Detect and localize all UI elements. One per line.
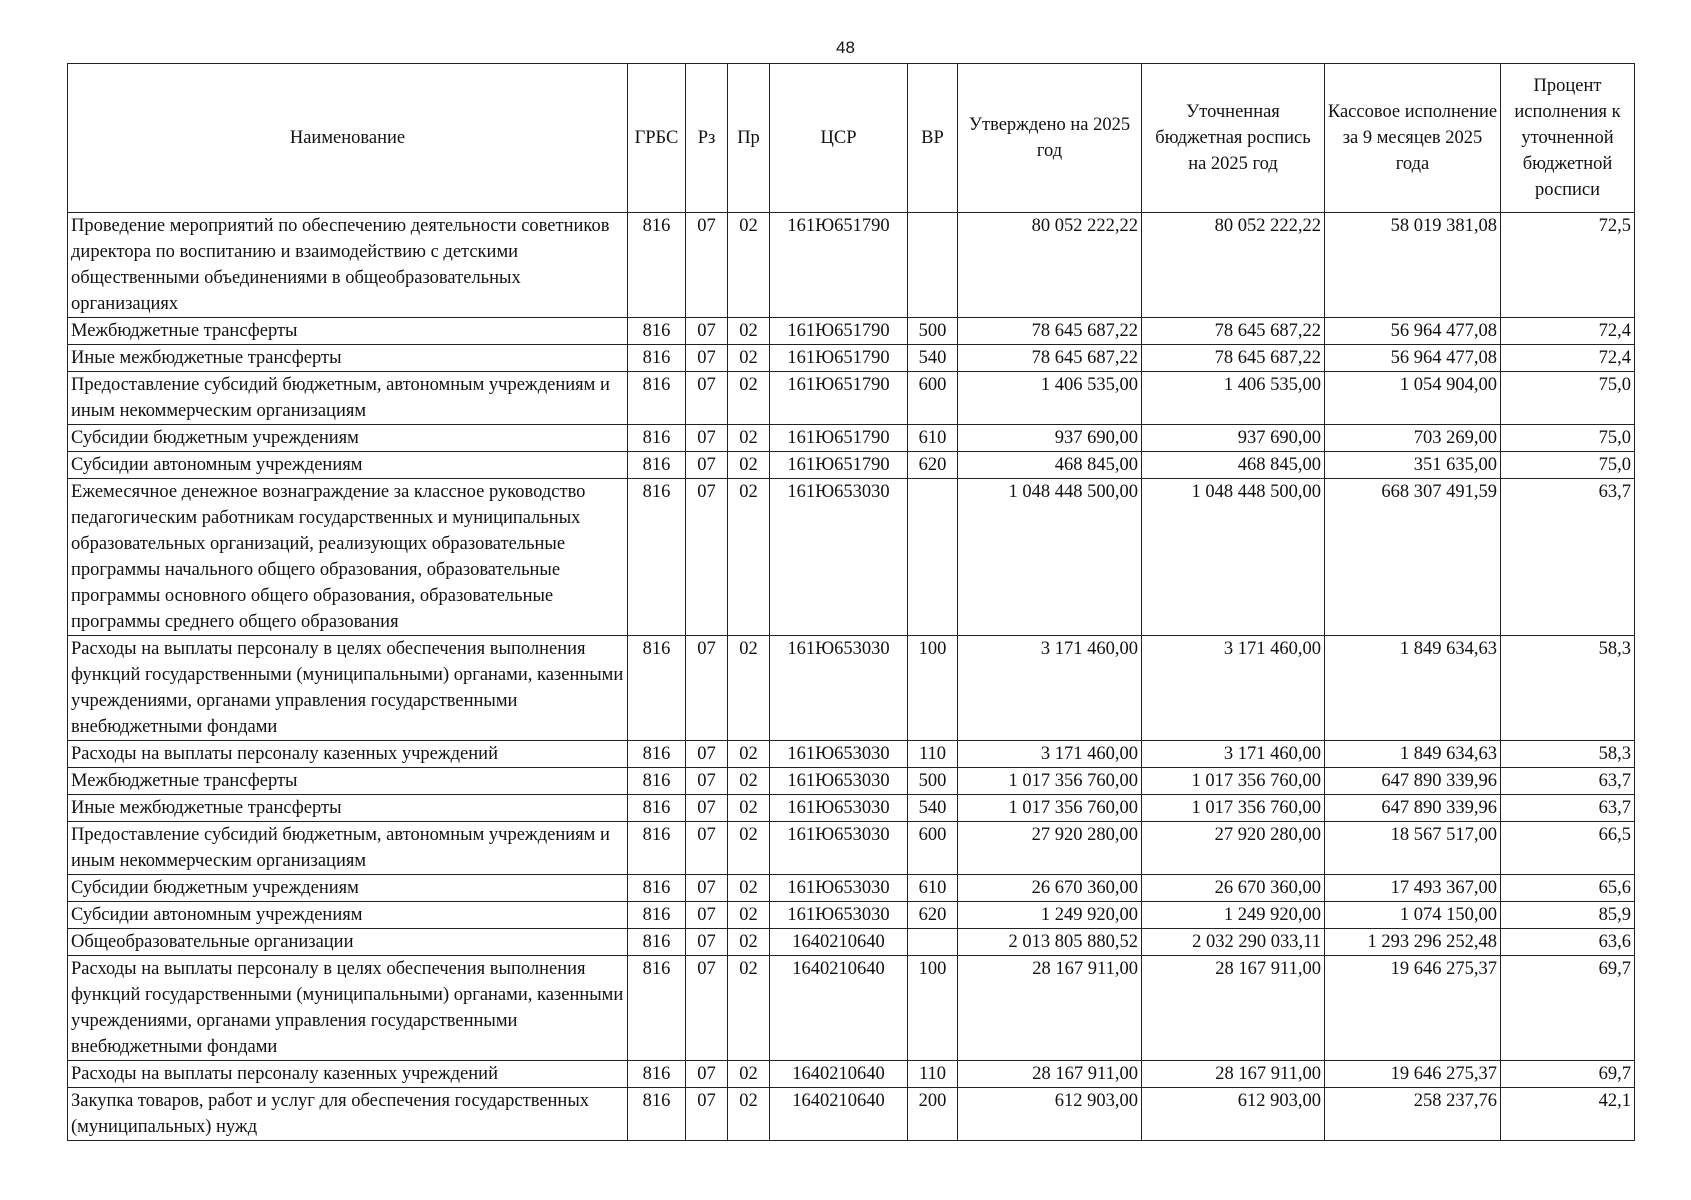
cell-name: Закупка товаров, работ и услуг для обеспечения государственных (муниципальных) нужд — [68, 1088, 628, 1141]
cell-percent: 69,7 — [1501, 956, 1635, 1061]
cell-percent: 75,0 — [1501, 425, 1635, 452]
cell-cash: 1 293 296 252,48 — [1325, 929, 1501, 956]
table-row — [68, 636, 1635, 741]
cell-rz: 07 — [686, 425, 728, 452]
cell-cash: 703 269,00 — [1325, 425, 1501, 452]
cell-csr: 161Ю651790 — [770, 372, 908, 425]
cell-name: Расходы на выплаты персоналу в целях обеспечения выполнения функций государственными (муниципальными) органами, казенными учреждениями, органами управления государственными внебюджетными фондами — [68, 636, 628, 741]
cell-rz: 07 — [686, 741, 728, 768]
table-row — [68, 768, 1635, 795]
cell-approved: 612 903,00 — [958, 1088, 1142, 1141]
cell-name: Субсидии бюджетным учреждениям — [68, 875, 628, 902]
cell-vr — [908, 213, 958, 318]
cell-percent: 72,5 — [1501, 213, 1635, 318]
cell-approved: 1 249 920,00 — [958, 902, 1142, 929]
cell-approved: 3 171 460,00 — [958, 636, 1142, 741]
cell-pr: 02 — [728, 741, 770, 768]
cell-rz: 07 — [686, 768, 728, 795]
cell-refined: 78 645 687,22 — [1142, 318, 1325, 345]
cell-cash: 258 237,76 — [1325, 1088, 1501, 1141]
cell-percent: 85,9 — [1501, 902, 1635, 929]
cell-approved: 27 920 280,00 — [958, 822, 1142, 875]
cell-vr: 200 — [908, 1088, 958, 1141]
cell-percent: 66,5 — [1501, 822, 1635, 875]
cell-pr: 02 — [728, 795, 770, 822]
cell-rz: 07 — [686, 1088, 728, 1141]
cell-vr: 540 — [908, 795, 958, 822]
cell-csr: 1640210640 — [770, 956, 908, 1061]
table-row — [68, 741, 1635, 768]
cell-name: Общеобразовательные организации — [68, 929, 628, 956]
cell-refined: 1 017 356 760,00 — [1142, 768, 1325, 795]
cell-csr: 161Ю653030 — [770, 875, 908, 902]
header-refined: Уточненная бюджетная роспись на 2025 год — [1142, 64, 1325, 213]
header-name: Наименование — [68, 64, 628, 213]
cell-grbs: 816 — [628, 956, 686, 1061]
table-row — [68, 213, 1635, 318]
cell-refined: 2 032 290 033,11 — [1142, 929, 1325, 956]
cell-name: Предоставление субсидий бюджетным, автономным учреждениям и иным некоммерческим организациям — [68, 372, 628, 425]
cell-csr: 161Ю651790 — [770, 213, 908, 318]
table-row — [68, 1061, 1635, 1088]
cell-percent: 63,6 — [1501, 929, 1635, 956]
cell-rz: 07 — [686, 452, 728, 479]
cell-csr: 161Ю651790 — [770, 345, 908, 372]
cell-cash: 58 019 381,08 — [1325, 213, 1501, 318]
cell-pr: 02 — [728, 345, 770, 372]
cell-approved: 28 167 911,00 — [958, 956, 1142, 1061]
cell-pr: 02 — [728, 636, 770, 741]
cell-rz: 07 — [686, 956, 728, 1061]
cell-grbs: 816 — [628, 636, 686, 741]
cell-rz: 07 — [686, 213, 728, 318]
cell-name: Расходы на выплаты персоналу казенных учреждений — [68, 741, 628, 768]
header-approved: Утверждено на 2025 год — [958, 64, 1142, 213]
cell-pr: 02 — [728, 452, 770, 479]
cell-cash: 17 493 367,00 — [1325, 875, 1501, 902]
header-rz: Рз — [686, 64, 728, 213]
header-csr: ЦСР — [770, 64, 908, 213]
cell-pr: 02 — [728, 822, 770, 875]
table-row — [68, 372, 1635, 425]
cell-rz: 07 — [686, 479, 728, 636]
table-row — [68, 875, 1635, 902]
budget-table — [67, 63, 1635, 1141]
cell-approved: 1 017 356 760,00 — [958, 795, 1142, 822]
cell-name: Субсидии автономным учреждениям — [68, 902, 628, 929]
cell-pr: 02 — [728, 956, 770, 1061]
cell-cash: 351 635,00 — [1325, 452, 1501, 479]
cell-grbs: 816 — [628, 1088, 686, 1141]
table-row — [68, 425, 1635, 452]
cell-refined: 28 167 911,00 — [1142, 956, 1325, 1061]
cell-rz: 07 — [686, 372, 728, 425]
cell-name: Межбюджетные трансферты — [68, 768, 628, 795]
cell-approved: 1 406 535,00 — [958, 372, 1142, 425]
cell-refined: 1 249 920,00 — [1142, 902, 1325, 929]
cell-percent: 75,0 — [1501, 372, 1635, 425]
cell-name: Ежемесячное денежное вознаграждение за классное руководство педагогическим работникам государственных и муниципальных образовательных организаций, реализующих образовательные программы начального общего образования, образовательные программы основного общего образования, образовательные программы среднего общего образования — [68, 479, 628, 636]
cell-cash: 18 567 517,00 — [1325, 822, 1501, 875]
cell-cash: 19 646 275,37 — [1325, 956, 1501, 1061]
cell-csr: 161Ю651790 — [770, 452, 908, 479]
cell-csr: 1640210640 — [770, 1061, 908, 1088]
cell-csr: 161Ю653030 — [770, 636, 908, 741]
cell-cash: 647 890 339,96 — [1325, 795, 1501, 822]
cell-name: Субсидии бюджетным учреждениям — [68, 425, 628, 452]
cell-vr: 100 — [908, 636, 958, 741]
cell-csr: 161Ю653030 — [770, 741, 908, 768]
table-row — [68, 318, 1635, 345]
cell-pr: 02 — [728, 213, 770, 318]
cell-rz: 07 — [686, 636, 728, 741]
cell-grbs: 816 — [628, 875, 686, 902]
cell-cash: 1 849 634,63 — [1325, 636, 1501, 741]
cell-vr: 540 — [908, 345, 958, 372]
cell-name: Иные межбюджетные трансферты — [68, 345, 628, 372]
table-row — [68, 956, 1635, 1061]
cell-name: Субсидии автономным учреждениям — [68, 452, 628, 479]
cell-pr: 02 — [728, 372, 770, 425]
header-vr: ВР — [908, 64, 958, 213]
cell-vr: 100 — [908, 956, 958, 1061]
cell-refined: 612 903,00 — [1142, 1088, 1325, 1141]
table-row — [68, 795, 1635, 822]
cell-csr: 161Ю653030 — [770, 795, 908, 822]
header-grbs: ГРБС — [628, 64, 686, 213]
cell-percent: 63,7 — [1501, 795, 1635, 822]
cell-percent: 72,4 — [1501, 345, 1635, 372]
table-header-row — [68, 64, 1635, 213]
cell-pr: 02 — [728, 902, 770, 929]
cell-pr: 02 — [728, 875, 770, 902]
cell-vr: 620 — [908, 452, 958, 479]
cell-cash: 668 307 491,59 — [1325, 479, 1501, 636]
cell-percent: 65,6 — [1501, 875, 1635, 902]
cell-rz: 07 — [686, 1061, 728, 1088]
cell-rz: 07 — [686, 345, 728, 372]
cell-csr: 161Ю653030 — [770, 768, 908, 795]
cell-grbs: 816 — [628, 741, 686, 768]
cell-rz: 07 — [686, 822, 728, 875]
cell-pr: 02 — [728, 425, 770, 452]
cell-grbs: 816 — [628, 822, 686, 875]
cell-vr: 600 — [908, 372, 958, 425]
cell-refined: 26 670 360,00 — [1142, 875, 1325, 902]
cell-name: Расходы на выплаты персоналу в целях обеспечения выполнения функций государственными (муниципальными) органами, казенными учреждениями, органами управления государственными внебюджетными фондами — [68, 956, 628, 1061]
table-row — [68, 452, 1635, 479]
table-row — [68, 822, 1635, 875]
cell-approved: 78 645 687,22 — [958, 345, 1142, 372]
cell-refined: 1 406 535,00 — [1142, 372, 1325, 425]
table-row — [68, 479, 1635, 636]
table-row — [68, 902, 1635, 929]
cell-approved: 2 013 805 880,52 — [958, 929, 1142, 956]
cell-name: Предоставление субсидий бюджетным, автономным учреждениям и иным некоммерческим организациям — [68, 822, 628, 875]
cell-rz: 07 — [686, 795, 728, 822]
cell-percent: 63,7 — [1501, 479, 1635, 636]
cell-pr: 02 — [728, 929, 770, 956]
cell-approved: 1 048 448 500,00 — [958, 479, 1142, 636]
cell-pr: 02 — [728, 318, 770, 345]
cell-csr: 161Ю653030 — [770, 479, 908, 636]
cell-percent: 75,0 — [1501, 452, 1635, 479]
cell-rz: 07 — [686, 929, 728, 956]
cell-grbs: 816 — [628, 318, 686, 345]
cell-vr: 110 — [908, 741, 958, 768]
page-number: 48 — [836, 38, 855, 57]
cell-cash: 1 054 904,00 — [1325, 372, 1501, 425]
table-body — [68, 213, 1635, 1141]
cell-csr: 161Ю651790 — [770, 318, 908, 345]
cell-pr: 02 — [728, 479, 770, 636]
cell-refined: 937 690,00 — [1142, 425, 1325, 452]
cell-cash: 19 646 275,37 — [1325, 1061, 1501, 1088]
cell-vr: 500 — [908, 318, 958, 345]
cell-csr: 1640210640 — [770, 929, 908, 956]
header-percent: Процент исполнения к уточненной бюджетной росписи — [1501, 64, 1635, 213]
cell-name: Межбюджетные трансферты — [68, 318, 628, 345]
cell-grbs: 816 — [628, 452, 686, 479]
cell-percent: 69,7 — [1501, 1061, 1635, 1088]
header-pr: Пр — [728, 64, 770, 213]
cell-pr: 02 — [728, 1088, 770, 1141]
cell-refined: 80 052 222,22 — [1142, 213, 1325, 318]
cell-csr: 1640210640 — [770, 1088, 908, 1141]
cell-csr: 161Ю651790 — [770, 425, 908, 452]
cell-approved: 468 845,00 — [958, 452, 1142, 479]
cell-refined: 78 645 687,22 — [1142, 345, 1325, 372]
cell-grbs: 816 — [628, 479, 686, 636]
cell-pr: 02 — [728, 768, 770, 795]
cell-vr: 610 — [908, 425, 958, 452]
cell-approved: 28 167 911,00 — [958, 1061, 1142, 1088]
header-cash: Кассовое исполнение за 9 месяцев 2025 года — [1325, 64, 1501, 213]
cell-vr: 110 — [908, 1061, 958, 1088]
cell-rz: 07 — [686, 875, 728, 902]
cell-cash: 56 964 477,08 — [1325, 318, 1501, 345]
cell-percent: 58,3 — [1501, 636, 1635, 741]
table-row — [68, 345, 1635, 372]
cell-approved: 3 171 460,00 — [958, 741, 1142, 768]
cell-refined: 468 845,00 — [1142, 452, 1325, 479]
cell-percent: 42,1 — [1501, 1088, 1635, 1141]
cell-vr: 620 — [908, 902, 958, 929]
cell-refined: 1 048 448 500,00 — [1142, 479, 1325, 636]
cell-vr: 500 — [908, 768, 958, 795]
cell-grbs: 816 — [628, 795, 686, 822]
cell-refined: 27 920 280,00 — [1142, 822, 1325, 875]
cell-cash: 1 074 150,00 — [1325, 902, 1501, 929]
cell-approved: 26 670 360,00 — [958, 875, 1142, 902]
cell-vr: 610 — [908, 875, 958, 902]
cell-csr: 161Ю653030 — [770, 822, 908, 875]
cell-grbs: 816 — [628, 902, 686, 929]
cell-grbs: 816 — [628, 213, 686, 318]
cell-grbs: 816 — [628, 929, 686, 956]
cell-percent: 63,7 — [1501, 768, 1635, 795]
cell-grbs: 816 — [628, 1061, 686, 1088]
cell-name: Иные межбюджетные трансферты — [68, 795, 628, 822]
cell-cash: 56 964 477,08 — [1325, 345, 1501, 372]
cell-approved: 78 645 687,22 — [958, 318, 1142, 345]
cell-pr: 02 — [728, 1061, 770, 1088]
cell-percent: 58,3 — [1501, 741, 1635, 768]
cell-percent: 72,4 — [1501, 318, 1635, 345]
cell-grbs: 816 — [628, 425, 686, 452]
cell-rz: 07 — [686, 318, 728, 345]
cell-csr: 161Ю653030 — [770, 902, 908, 929]
cell-name: Проведение мероприятий по обеспечению деятельности советников директора по воспитанию и взаимодействию с детскими общественными объединениями в общеобразовательных организациях — [68, 213, 628, 318]
table-row — [68, 929, 1635, 956]
cell-name: Расходы на выплаты персоналу казенных учреждений — [68, 1061, 628, 1088]
cell-approved: 937 690,00 — [958, 425, 1142, 452]
cell-cash: 647 890 339,96 — [1325, 768, 1501, 795]
cell-grbs: 816 — [628, 768, 686, 795]
cell-rz: 07 — [686, 902, 728, 929]
cell-refined: 28 167 911,00 — [1142, 1061, 1325, 1088]
cell-grbs: 816 — [628, 372, 686, 425]
table-row — [68, 1088, 1635, 1141]
cell-refined: 3 171 460,00 — [1142, 636, 1325, 741]
cell-vr — [908, 929, 958, 956]
cell-refined: 3 171 460,00 — [1142, 741, 1325, 768]
cell-approved: 1 017 356 760,00 — [958, 768, 1142, 795]
cell-vr — [908, 479, 958, 636]
cell-approved: 80 052 222,22 — [958, 213, 1142, 318]
cell-vr: 600 — [908, 822, 958, 875]
cell-grbs: 816 — [628, 345, 686, 372]
cell-cash: 1 849 634,63 — [1325, 741, 1501, 768]
cell-refined: 1 017 356 760,00 — [1142, 795, 1325, 822]
